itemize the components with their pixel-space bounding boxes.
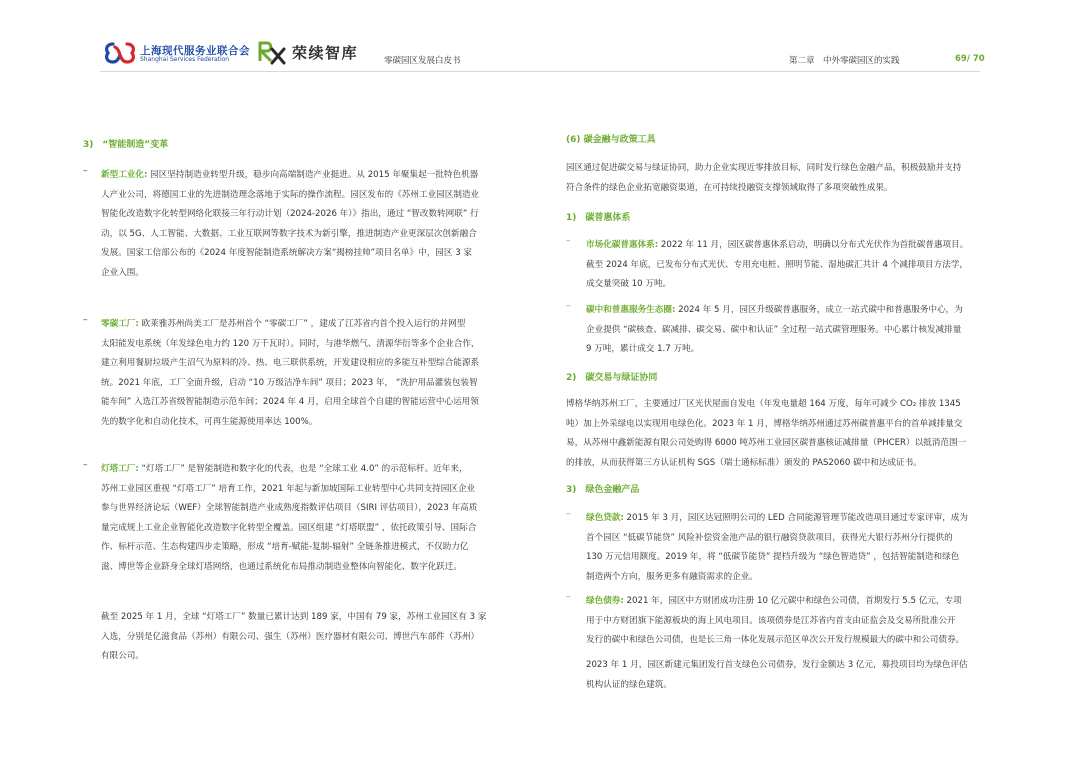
paragraph-line: 2023 年 1 月，园区新建元集团发行首支绿色公司债券，发行金额达 3 亿元，募投项目均为绿色评估 [586, 660, 968, 670]
item-line: 2024 年 5 月，园区升级碳普惠服务，成立一站式碳中和普惠服务中心，为 [675, 305, 963, 315]
item-line: 2015 年 3 月，园区达冠照明公司的 LED 合同能源管理节能改造项目通过专家评审，成为 [623, 513, 968, 523]
green-bond-extra-paragraph [586, 656, 986, 695]
list-dash: – [566, 301, 571, 311]
item-label: 碳中和普惠服务生态圈: [586, 305, 676, 315]
subsection-heading-carbon-inclusion: 1) 碳普惠体系 [566, 213, 631, 223]
item-line: “灯塔工厂” 是智能制造和数字化的代表，也是 “全球工业 4.0” 的示范标杆。近年来， [138, 464, 468, 474]
book-title: 零碳园区发展白皮书 [384, 56, 461, 66]
list-item-market-carbon-inclusion [586, 236, 986, 295]
item-line: 太阳能发电系统（年发绿色电力约 120 万千瓦时）。同时，与港华燃气、清源华衍等多个企业合作， [101, 338, 480, 349]
page-number: 69/ 70 [955, 54, 985, 64]
paragraph-line: 截至 2025 年 1 月，全球 “灯塔工厂” 数量已累计达到 189 家，中国有 79 家，苏州工业园区有 3 家 [101, 612, 487, 622]
list-item-green-bond [586, 592, 986, 651]
list-dash: – [83, 315, 88, 325]
left-section-heading: 3) “智能制造”变革 [83, 140, 169, 150]
item-line: 发行的碳中和绿色公司债，也是长三角一体化发展示范区单次公开发行规模最大的碳中和公司债券。 [586, 635, 965, 645]
item-line: 滋、博世等企业跻身全球灯塔网络，也通过系统化布局推动制造业整体向智能化、数字化跃迁。 [101, 561, 462, 572]
list-item-zero-carbon-factory [101, 315, 519, 432]
item-label: 新型工业化: [101, 170, 148, 180]
paragraph-line: 博格华纳苏州工厂，主要通过厂区光伏屋面自发电（年发电量超 164 万度，每年可减少 CO₂ 排放 1345 [566, 399, 961, 409]
list-dash: – [566, 592, 571, 602]
header-divider [100, 71, 980, 72]
ssf-logo-icon [104, 40, 136, 66]
org1-name-cn: 上海现代服务业联合会 [140, 45, 250, 57]
item-label: 市场化碳普惠体系: [586, 240, 659, 250]
org2-name: 荣续智库 [292, 44, 359, 62]
item-label: 绿色债券: [586, 596, 624, 606]
subsection-heading-green-finance: 3) 绿色金融产品 [566, 485, 640, 495]
item-label: 灯塔工厂: [101, 464, 139, 474]
item-line: 苏州工业园区重视 “灯塔工厂” 培育工作，2021 年起与新加坡国际工业转型中心共同支持园区企业 [101, 483, 476, 494]
item-line: 成交量突破 10 万吨。 [586, 279, 672, 289]
item-line: 9 万吨，累计成交 1.7 万吨。 [586, 344, 700, 354]
paragraph-line: 易，从苏州中鑫新能源有限公司处购得 6000 吨苏州工业园区碳普惠核证减排量（PHCER）以抵消范围一 [566, 438, 967, 448]
list-item-green-loan [586, 509, 986, 587]
item-line: 作、标杆示范、生态构建四步走策略，形成 “培育-赋能-复制-辐射” 全链条推进模式，不仅助力亿 [101, 542, 469, 552]
list-item-new-industrialization [101, 166, 519, 283]
item-line: 欧莱雅苏州尚美工厂是苏州首个 “零碳工厂” ，建成了江苏省内首个投入运行的并网型 [138, 319, 466, 329]
item-line: 参与世界经济论坛（WEF）全球智能制造产业成熟度指数评估项目（SIRI 评估项目），2023 年高质 [101, 503, 478, 513]
borgwarner-paragraph [566, 395, 986, 473]
paragraph-line: 园区通过促进碳交易与绿证协同，助力企业实现近零排放目标，同时发行绿色金融产品，积极鼓励并支持 [566, 163, 962, 173]
right-intro-paragraph [566, 159, 986, 198]
item-label: 零碳工厂: [101, 319, 139, 329]
chapter-title: 第二章 中外零碳园区的实践 [789, 56, 900, 66]
item-line: 统。2021 年底，工厂全面升级，启动 “10 万级洁净车间” 项目；2023 年， “洗护用品灌装包装智 [101, 377, 478, 388]
item-label: 绿色贷款: [586, 513, 624, 523]
list-item-lighthouse-factory [101, 460, 519, 577]
list-dash: – [83, 166, 88, 176]
paragraph-line: 吨）加上外采绿电以实现用电绿色化。2023 年 1 月，博格华纳苏州通过苏州碳普惠平台的首单减排量交 [566, 418, 963, 429]
paragraph-line: 有限公司。 [101, 651, 144, 661]
list-dash: – [83, 460, 88, 470]
item-line: 动，以 5G、人工智能、大数据、工业互联网等数字技术为新引擎，推进制造产业更深层次创新融合 [101, 228, 477, 239]
subsection-heading-carbon-trading: 2) 碳交易与绿证协同 [566, 373, 658, 383]
item-line: 2021 年，园区中方财团成功注册 10 亿元碳中和绿色公司债，首期发行 5.5 亿元，专项 [623, 596, 962, 606]
item-line: 建立利用餐厨垃圾产生沼气为原料的冷、热、电三联供系统，开发建设相应的多能互补型综合能源系 [101, 358, 480, 368]
paragraph-line: 的排放，从而获得第三方认证机构 SGS（瑞士通标标准）颁发的 PAS2060 碳中和达成证书。 [566, 457, 922, 468]
right-section-heading: (6) 碳金融与政策工具 [566, 135, 656, 145]
item-line: 用于中方财团旗下能源板块的海上风电项目。该项债券是江苏省内首支由证监会及交易所批准公开 [586, 615, 956, 626]
paragraph-line: 机构认证的绿色建筑。 [586, 679, 672, 690]
org1-name-en: Shanghai Services Federation [140, 56, 230, 63]
item-line: 截至 2024 年底，已发布分布式光伏、专用充电桩、照明节能、湿地碳汇共计 4 个减排项目方法学， [586, 259, 969, 270]
item-line: 制造两个方向，服务更多有融资需求的企业。 [586, 571, 758, 582]
item-line: 发展。国家工信部公布的《2024 年度智能制造系统解决方案“揭榜挂帅”项目名单》中，园区 3 家 [101, 248, 473, 258]
item-line: 人产业公司，将德国工业的先进制造理念落地于实际的操作流程。园区发布的《苏州工业园区制造业 [101, 189, 480, 200]
list-item-carbon-neutral-service [586, 301, 986, 360]
rx-logo-icon [258, 39, 286, 65]
item-line: 首个园区 “低碳节能贷” 风险补偿资金池产品的银行融资贷款项目，获得光大银行苏州分行提供的 [586, 532, 953, 543]
list-dash: – [566, 509, 571, 519]
list-dash: – [566, 236, 571, 246]
item-line: 能车间” 入选江苏省级智能制造示范车间；2024 年 4 月，启用全球首个自建的智能运营中心运用领 [101, 397, 479, 407]
item-line: 企业提供 “碳核查、碳减排、碳交易、碳中和认证” 全过程一站式碳管理服务。中心累计核发减排量 [586, 324, 962, 335]
paragraph-line: 符合条件的绿色企业拓宽融资渠道，在可持续投融资支撑领域取得了多项突破性成果。 [566, 182, 893, 193]
item-line: 先的数字化和自动化技术，可再生能源使用率达 100%。 [101, 416, 318, 427]
item-line: 2022 年 11 月，园区碳普惠体系启动，明确以分布式光伏作为首批碳普惠项目。 [658, 240, 969, 250]
item-line: 智能化改造数字化转型网络化联接三年行动计划（2024-2026 年）》指出，通过 “智改数转网联” 行 [101, 209, 479, 219]
item-line: 企业入围。 [101, 267, 144, 278]
item-line: 园区坚持制造业转型升级，稳步向高端制造产业挺进。从 2015 年聚集起一批特色机器 [147, 170, 479, 180]
item-line: 130 万元信用额度。2019 年，将 “低碳节能贷” 提档升级为 “绿色智造贷” ，包括智能制造和绿色 [586, 552, 960, 562]
paragraph-line: 入选，分别是亿滋食品（苏州）有限公司、强生（苏州）医疗器材有限公司、博世汽车部件（苏州） [101, 631, 480, 642]
item-line: 量完成规上工业企业智能化改造数字化转型全覆盖。园区组建 “灯塔联盟” ，依托政策引导、国际合 [101, 522, 477, 533]
lighthouse-summary-paragraph [101, 608, 519, 667]
